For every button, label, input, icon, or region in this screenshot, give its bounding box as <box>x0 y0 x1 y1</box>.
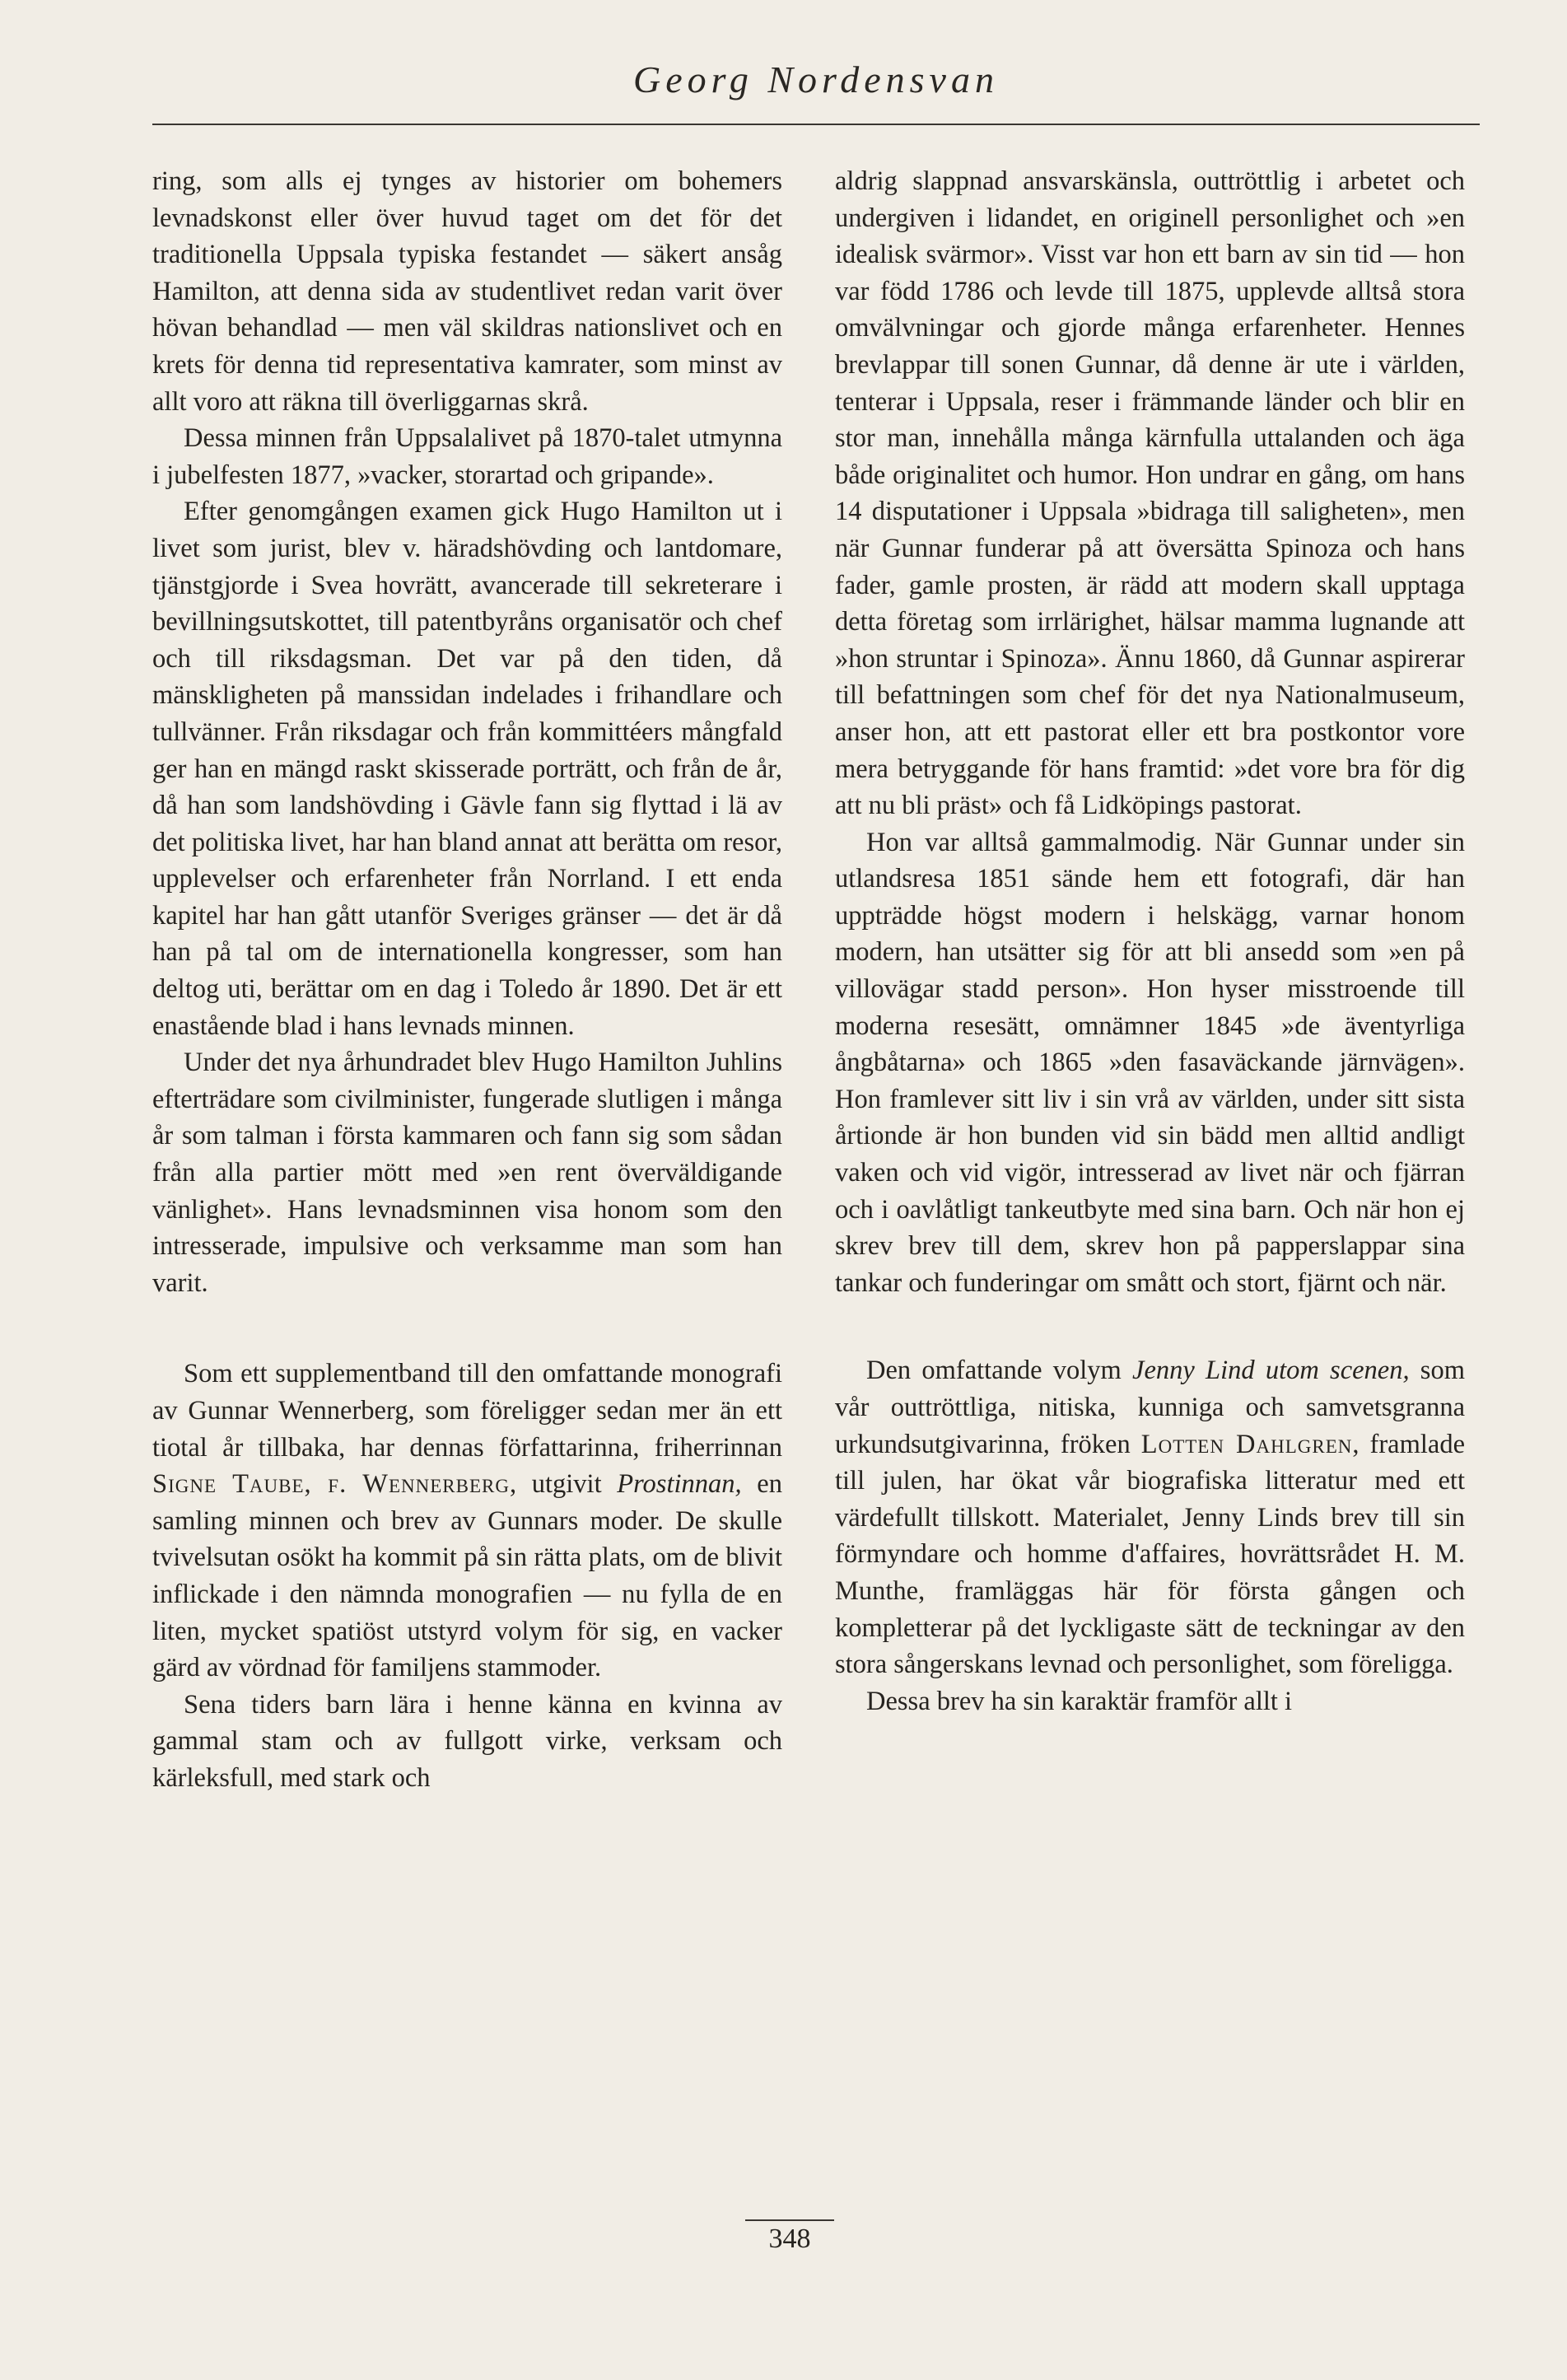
right-paragraph-2: Hon var alltså gammalmodig. När Gunnar under sin utlandsresa 1851 sände hem ett fotografi, där han uppträdde högst modern i helskägg, varnar honom modern, han utsätter sig för att bli ansedd som »en på villovägar stadd person». Hon hyser misstroende till moderna resesätt, omnämner 1845 »de äventyrliga ångbåtarna» och 1865 »den fasaväckande järnvägen». Hon framlever sitt liv i sin vrå av världen, under sitt sista årtionde är hon bunden vid sin bädd men alltid andligt vaken och vid vigör, intresserad av livet när och fjärran och i oavlåtligt tankeutbyte med sina barn. Och när hon ej skrev brev till dem, skrev hon på papperslappar sina tankar och funderingar om smått och stort, fjärnt och när. <box>835 827 1465 1298</box>
book-title-prostinnan: Prostinnan, <box>617 1469 742 1500</box>
section-gap <box>835 1301 1465 1352</box>
right-paragraph-4: Dessa brev ha sin karaktär framför allt i <box>866 1686 1293 1716</box>
left-paragraph-4: Under det nya århundradet blev Hugo Hamilton Juhlins efterträdare som civilminister, fungerade slutligen i många år som talman i första kammaren och fann sig som sådan från alla partier mött med »en rent överväldigande vänlighet». Hans levnadsminnen visa honom som den intresserade, impulsive och verksamme man som han varit. <box>152 1048 782 1298</box>
left-paragraph-5-text-a: Som ett supplementband till den omfattande monografi av Gunnar Wennerberg, som föreligger sedan mer än ett tiotal år tillbaka, har dennas författarinna, friherrinnan <box>152 1359 782 1463</box>
author-name-dahlgren: Lotten Dahlgren <box>1140 1429 1353 1459</box>
left-paragraph-3: Efter genomgången examen gick Hugo Hamilton ut i livet som jurist, blev v. häradshövding och lantdomare, tjänstgjorde i Svea hovrätt, avancerade till sekreterare i bevillningsutskottet, till patentbyråns organisatör och chef och till riksdagsman. Det var på den tiden, då mänskligheten på manssidan indelades i frihandlare och tullvänner. Från riksdagar och från kommittéers mångfald ger han en mängd raskt skisserade porträtt, och från de år, då han som landshövding i Gävle fann sig flyttad i lä av det politiska livet, har han bland annat att berätta om resor, upplevelser och erfarenheter från Norrland. I ett enda kapitel har han gått utanför Sveriges gränser — det är då han på tal om de internationella kongresser, som han deltog uti, berättar om en dag i Toledo år 1890. Det är ett enastående blad i hans levnads minnen. <box>152 497 782 1041</box>
right-paragraph-3-text-c: , framlade till julen, har ökat vår biografiska litteratur med ett värdefullt tillskott. Materialet, Jenny Linds brev till sin förmyndare och homme d'affaires, hovrättsrådet H. M. Munthe, framläggas här för första gången och kompletterar på det lyckligaste sätt de teckningar av den stora sångerskans levnad och personlighet, som föreligga. <box>835 1429 1465 1680</box>
folio-rule <box>745 2219 834 2221</box>
book-title-jenny-lind: Jenny Lind utom scenen, <box>1132 1356 1410 1386</box>
author-name-taube: Signe Taube, f. Wennerberg <box>152 1469 510 1500</box>
left-paragraph-5-text-c: en samling minnen och brev av Gunnars moder. De skulle tvivelsutan osökt ha kommit på sin rätta plats, om de blivit inflickade i den nämnda monografien — nu fylla de en liten, mycket spatiöst utstyrd volym för sig, en vacker gärd av vördnad för familjens stammoder. <box>152 1469 782 1683</box>
section-gap <box>152 1301 782 1356</box>
page-number: 348 <box>768 2224 811 2254</box>
right-paragraph-3-text-b: som vår outtröttliga, nitiska, kunniga och samvetsgranna urkundsutgivarinna, fröken <box>835 1356 1465 1459</box>
right-paragraph-3 <box>835 1352 1465 1682</box>
right-paragraph-3-text-a: Den omfattande volym <box>866 1356 1133 1386</box>
left-paragraph-5-text-b: , utgivit <box>509 1469 618 1500</box>
right-column <box>835 163 1465 1720</box>
running-head: Georg Nordensvan <box>633 58 999 100</box>
left-paragraph-5 <box>152 1356 782 1686</box>
left-paragraph-1: ring, som alls ej tynges av historier om bohemers levnadskonst eller över huvud taget om det för det traditionella Uppsala typiska festandet — säkert ansåg Hamilton, att denna sida av studentlivet redan varit över hövan behandlad — men väl skildras nationslivet och en krets för denna tid representativa kamrater, som minst av allt voro att räkna till överliggarnas skrå. <box>152 166 782 417</box>
right-paragraph-1: aldrig slappnad ansvarskänsla, outtröttlig i arbetet och undergiven i lidandet, en originell personlighet och »en idealisk svärmor». Visst var hon ett barn av sin tid — hon var född 1786 och levde till 1875, upplevde alltså stora omvälvningar och gjorde många erfarenheter. Hennes brevlappar till sonen Gunnar, då denne är ute i världen, tenterar i Uppsala, reser i främmande länder och blir en stor man, innehålla många kärnfulla uttalanden och äga både originalitet och humor. Hon undrar en gång, om hans 14 disputationer i Uppsala »bidraga till saligheten», men när Gunnar funderar på att översätta Spinoza och hans fader, gamle prosten, är rädd att modern skall upptaga detta företag som irrlärighet, hälsar mamma lugnande att »hon struntar i Spinoza». Ännu 1860, då Gunnar aspirerar till befattningen som chef för det nya Nationalmuseum, anser hon, att ett pastorat eller ett bra postkontor vore mera betryggande för hans framtid: »det vore bra för dig att nu bli präst» och få Lidköpings pastorat. <box>835 166 1465 821</box>
left-paragraph-6: Sena tiders barn lära i henne känna en kvinna av gammal stam och av fullgott virke, verksam och kärleksfull, med stark och <box>152 1689 782 1793</box>
left-column <box>152 163 782 1797</box>
left-paragraph-2: Dessa minnen från Uppsalalivet på 1870-talet utmynna i jubelfesten 1877, »vacker, storartad och gripande». <box>152 423 782 490</box>
header-rule <box>152 124 1480 125</box>
page-header <box>152 58 1480 101</box>
